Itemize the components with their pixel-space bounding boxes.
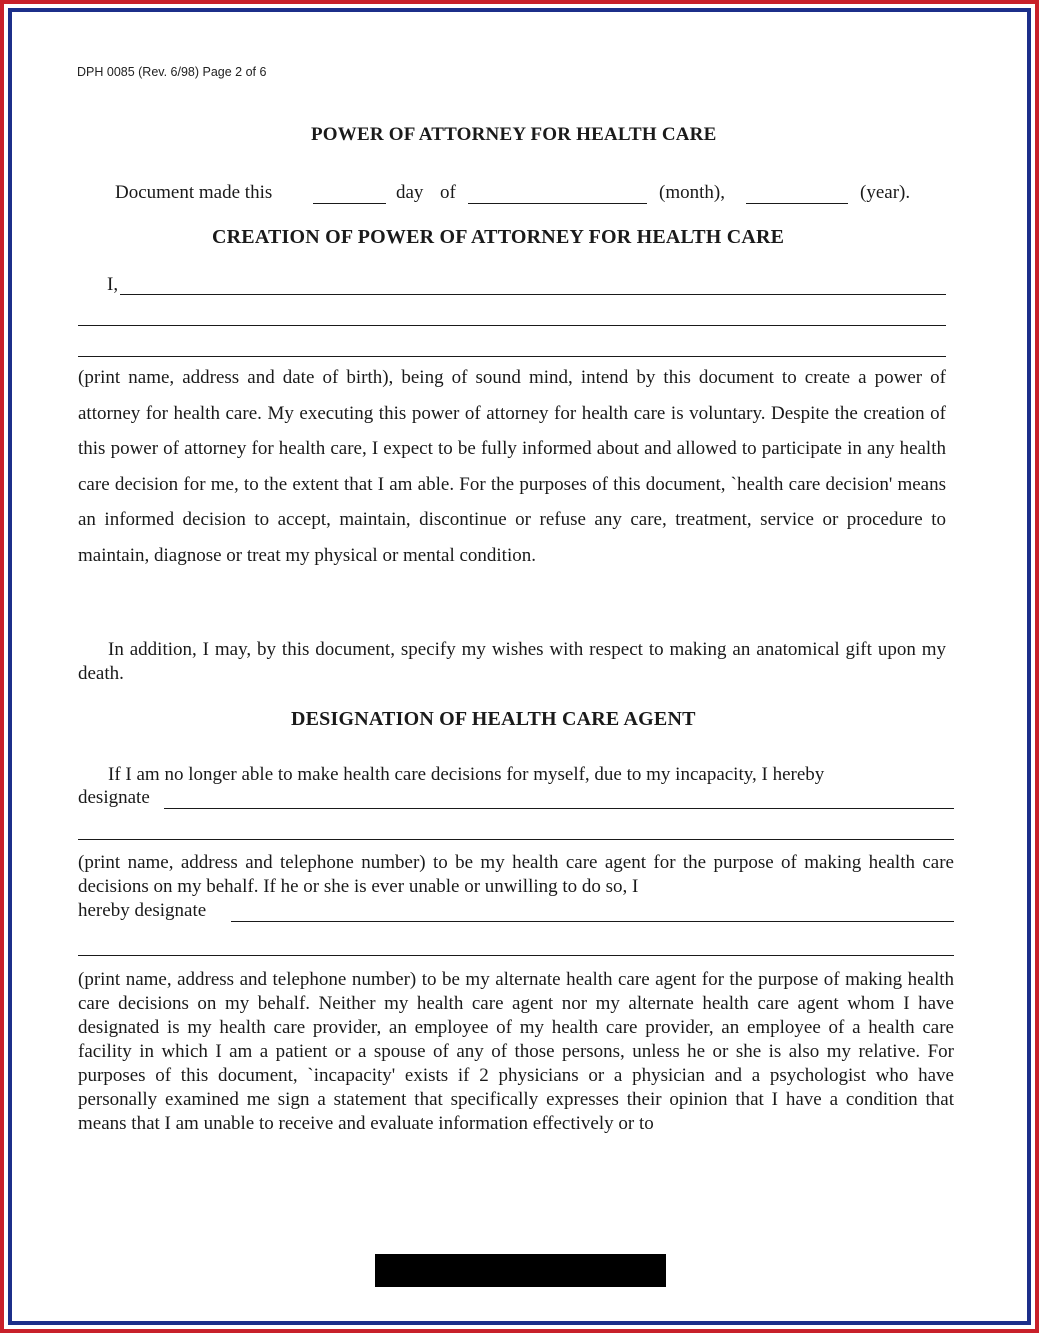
year-label: (year).	[860, 182, 911, 203]
day-label: day	[396, 182, 424, 203]
month-label: (month),	[659, 182, 725, 203]
creation-heading: CREATION OF POWER OF ATTORNEY FOR HEALTH CARE	[212, 226, 785, 248]
month-blank[interactable]	[468, 203, 647, 204]
day-blank[interactable]	[313, 203, 386, 204]
year-blank[interactable]	[746, 203, 848, 204]
designate-label: designate	[78, 787, 150, 808]
form-code: DPH 0085 (Rev. 6/98) Page 2 of 6	[77, 65, 267, 79]
principal-name-blank-3[interactable]	[78, 356, 946, 357]
i-label: I,	[107, 274, 119, 295]
principal-name-blank-1[interactable]	[120, 294, 946, 295]
principal-name-blank-2[interactable]	[78, 325, 946, 326]
alternate-agent-blank-1[interactable]	[231, 921, 954, 922]
hereby-designate-label: hereby designate	[78, 900, 207, 921]
anatomical-gift-paragraph: In addition, I may, by this document, specify my wishes with respect to making an anatomical gift upon my death.	[78, 639, 946, 684]
redaction-bar	[375, 1254, 666, 1287]
agent-blank-1[interactable]	[164, 808, 954, 809]
page-title: POWER OF ATTORNEY FOR HEALTH CARE	[311, 124, 717, 145]
creation-paragraph: (print name, address and date of birth), being of sound mind, intend by this document to create a power of attorney for health care. My executing this power of attorney for health care is voluntary. Despite the creation of this power of attorney for health care, I expect to be fully informed about and allowed to participate in any health care decision for me, to the extent that I am able. For the purposes of this document, `health care decision' means an informed decision to accept, maintain, discontinue or refuse any care, treatment, service or procedure to maintain, diagnose or treat my physical or mental condition.	[78, 367, 946, 566]
agent-blank-2[interactable]	[78, 839, 954, 840]
date-prefix: Document made this	[115, 182, 273, 203]
designate-intro: If I am no longer able to make health care decisions for myself, due to my incapacity, I hereby	[108, 764, 825, 785]
agent-paragraph: (print name, address and telephone number) to be my health care agent for the purpose of making health care decisions on my behalf. If he or she is ever unable or unwilling to do so, I	[78, 852, 954, 897]
of-label: of	[440, 182, 456, 203]
designation-heading: DESIGNATION OF HEALTH CARE AGENT	[291, 708, 696, 730]
alternate-agent-paragraph: (print name, address and telephone number) to be my alternate health care agent for the purpose of making health care decisions on my behalf. Neither my health care agent nor my alternate health care agent whom I have designated is my health care provider, an employee of my health care provider, an employee of a health care facility in which I am a patient or a spouse of any of those persons, unless he or she is also my relative. For purposes of this document, `incapacity' exists if 2 physicians or a physician and a psychologist who have personally examined me sign a statement that specifically expresses their opinion that I have a condition that means that I am unable to receive and evaluate information effectively or to	[78, 969, 954, 1134]
alternate-agent-blank-2[interactable]	[78, 955, 954, 956]
